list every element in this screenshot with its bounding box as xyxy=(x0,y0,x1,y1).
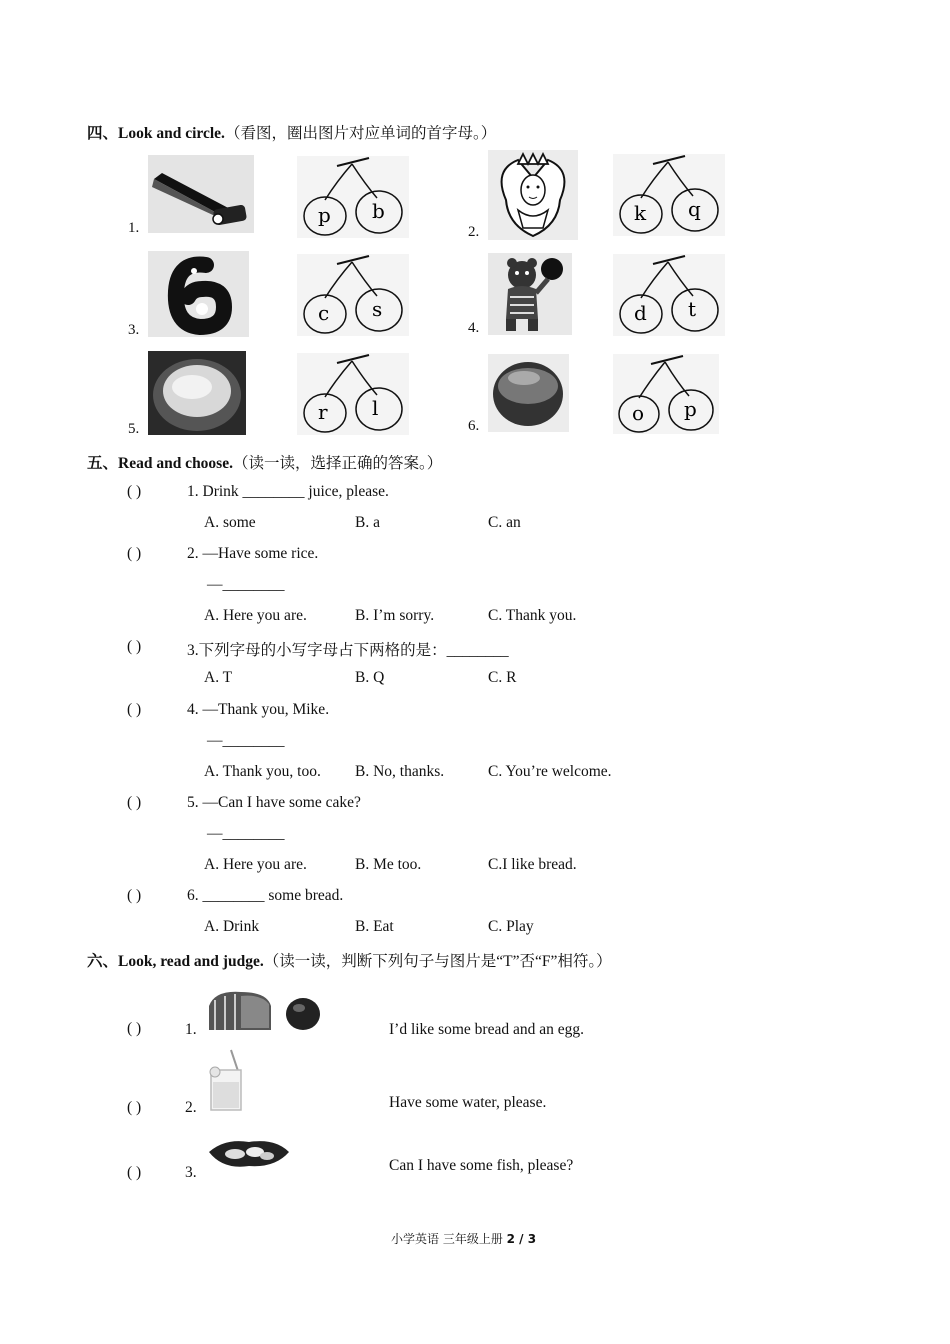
option-b[interactable]: B. Q xyxy=(355,669,385,686)
section-6-title-cn: （读一读，判断下列句子与图片是“T”否“F”相符。） xyxy=(263,953,612,970)
tiger-picture xyxy=(488,253,572,335)
option-a[interactable]: A. Here you are. xyxy=(204,856,307,873)
answer-blank[interactable]: ( ) xyxy=(127,545,142,562)
fish-plate-picture xyxy=(205,1132,291,1174)
letter-left: k xyxy=(634,201,647,225)
cherry-letters-1 xyxy=(297,156,409,238)
answer-blank[interactable]: ( ) xyxy=(127,638,142,655)
section-4-title xyxy=(87,121,496,143)
section-4-title-cn: （看图，圈出图片对应单词的首字母。） xyxy=(224,125,497,142)
option-a[interactable]: A. T xyxy=(204,669,233,686)
letter-left: p xyxy=(318,203,331,227)
letter-left: r xyxy=(318,400,328,424)
question-stem: 2. —Have some rice. xyxy=(187,545,319,562)
letter-right: b xyxy=(372,199,385,223)
answer-blank[interactable]: ( ) xyxy=(127,1099,142,1116)
question-stem: 5. —Can I have some cake? xyxy=(187,794,361,811)
answer-blank[interactable]: ( ) xyxy=(127,483,142,500)
option-b[interactable]: B. Eat xyxy=(355,918,394,935)
juice-glass-picture xyxy=(205,1048,251,1114)
page-footer xyxy=(391,1230,536,1247)
section-4-title-en: 四、Look and circle. xyxy=(87,125,225,142)
option-c[interactable]: C. R xyxy=(488,669,517,686)
question-stem: 6. ________ some bread. xyxy=(187,887,344,904)
option-a[interactable]: A. Drink xyxy=(204,918,260,935)
item-number: 3. xyxy=(128,322,140,338)
page-number: 2 / 3 xyxy=(506,1232,537,1246)
item-number: 2. xyxy=(185,1099,197,1116)
reply-blank: —________ xyxy=(207,732,285,749)
section-6-title xyxy=(87,949,612,971)
answer-blank[interactable]: ( ) xyxy=(127,1164,142,1181)
option-c[interactable]: C. Thank you. xyxy=(488,607,577,624)
answer-blank[interactable]: ( ) xyxy=(127,1020,142,1037)
bread-egg-picture xyxy=(205,986,325,1036)
item-number: 1. xyxy=(128,220,140,236)
item-number: 2. xyxy=(468,224,480,240)
option-c[interactable]: C. an xyxy=(488,514,521,531)
judge-sentence: Have some water, please. xyxy=(389,1094,547,1111)
question-stem: 3.下列字母的小写字母占下两格的是：________ xyxy=(187,642,509,659)
judge-sentence: Can I have some fish, please? xyxy=(389,1157,574,1174)
rice-picture xyxy=(148,351,246,435)
question-stem: 4. —Thank you, Mike. xyxy=(187,701,330,718)
option-a[interactable]: A. Thank you, too. xyxy=(204,763,321,780)
option-c[interactable]: C. Play xyxy=(488,918,534,935)
judge-sentence: I’d like some bread and an egg. xyxy=(389,1021,584,1038)
cherry-letters-6 xyxy=(613,354,719,434)
cherry-letters-3 xyxy=(297,254,409,336)
letter-right: t xyxy=(688,297,697,321)
letter-right: l xyxy=(372,396,379,420)
item-number: 6. xyxy=(468,418,480,434)
cherry-letters-5 xyxy=(297,353,409,435)
answer-blank[interactable]: ( ) xyxy=(127,794,142,811)
option-b[interactable]: B. a xyxy=(355,514,380,531)
option-a[interactable]: A. Here you are. xyxy=(204,607,307,624)
option-c[interactable]: C.I like bread. xyxy=(488,856,577,873)
question-stem: 1. Drink ________ juice, please. xyxy=(187,483,389,500)
letter-left: o xyxy=(632,401,645,425)
item-number: 1. xyxy=(185,1021,197,1038)
section-5-title-en: 五、Read and choose. xyxy=(87,455,233,472)
item-number: 3. xyxy=(185,1164,197,1181)
letter-right: s xyxy=(372,297,383,321)
letter-right: p xyxy=(684,397,697,421)
reply-blank: —________ xyxy=(207,576,285,593)
letter-right: q xyxy=(688,197,701,221)
answer-blank[interactable]: ( ) xyxy=(127,701,142,718)
section-5-title xyxy=(87,451,442,473)
section-6-title-en: 六、Look, read and judge. xyxy=(87,953,264,970)
letter-left: d xyxy=(634,301,647,325)
option-b[interactable]: B. I’m sorry. xyxy=(355,607,435,624)
item-number: 5. xyxy=(128,421,140,437)
option-c[interactable]: C. You’re welcome. xyxy=(488,763,612,780)
reply-blank: —________ xyxy=(207,825,285,842)
orange-picture xyxy=(488,354,569,432)
section-5-title-cn: （读一读，选择正确的答案。） xyxy=(232,455,443,472)
option-a[interactable]: A. some xyxy=(204,514,256,531)
cherry-letters-4 xyxy=(613,254,725,336)
answer-blank[interactable]: ( ) xyxy=(127,887,142,904)
pen-picture xyxy=(148,155,254,233)
footer-text: 小学英语 三年级上册 xyxy=(391,1232,503,1246)
item-number: 4. xyxy=(468,320,480,336)
letter-left: c xyxy=(318,301,330,325)
option-b[interactable]: B. Me too. xyxy=(355,856,422,873)
cherry-letters-2 xyxy=(613,154,725,236)
six-picture xyxy=(148,251,249,337)
option-b[interactable]: B. No, thanks. xyxy=(355,763,445,780)
queen-picture xyxy=(488,150,578,240)
